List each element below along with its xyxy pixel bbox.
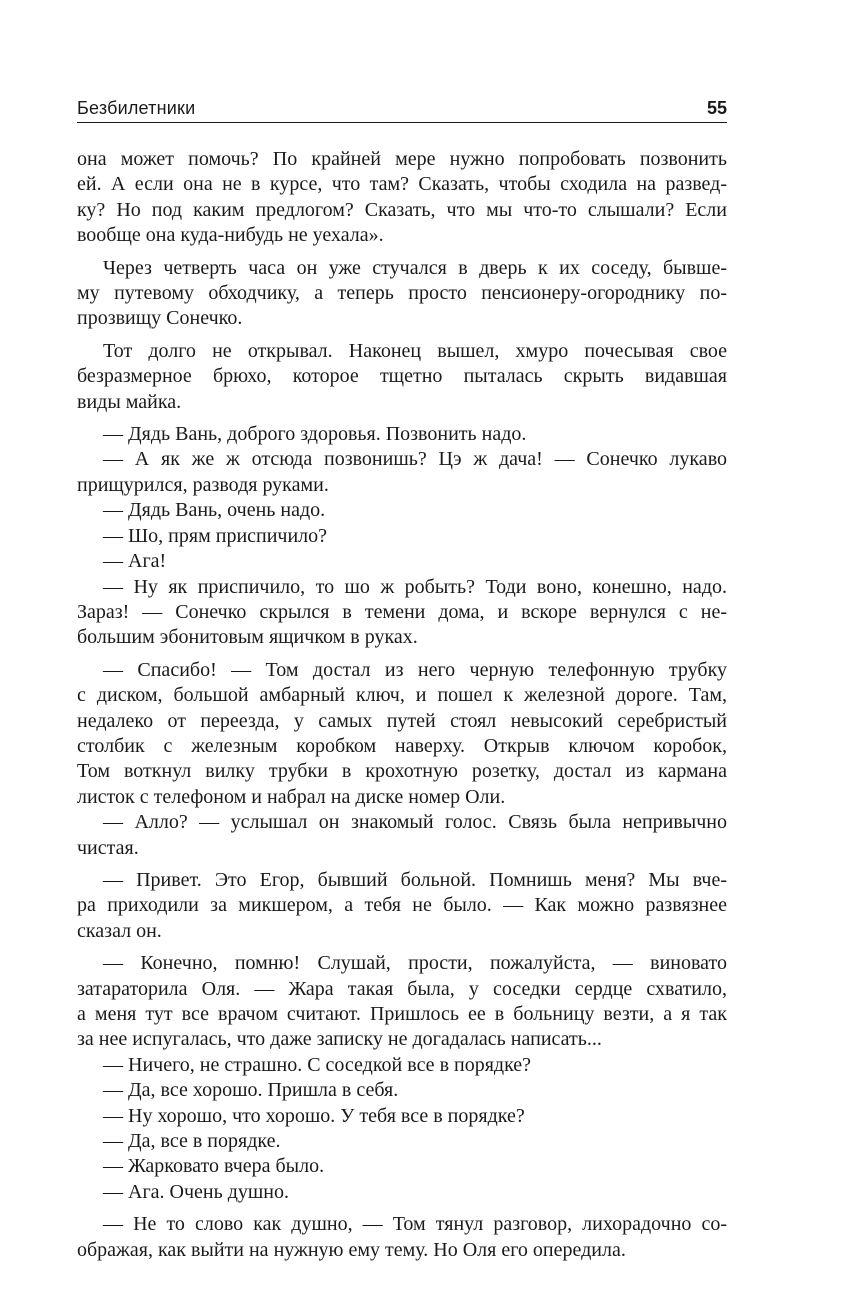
- text-line: — Ну хорошо, что хорошо. У тебя все в порядке?: [103, 1104, 525, 1127]
- paragraph: [77, 1212, 727, 1263]
- text-line: прищурился, разводя руками.: [77, 473, 329, 496]
- book-page: [77, 96, 727, 1263]
- text-line: — Дядь Вань, очень надо.: [103, 499, 326, 522]
- paragraph: [77, 524, 727, 549]
- paragraph: [77, 1129, 727, 1154]
- page-number: 55: [706, 98, 727, 118]
- paragraph: [77, 549, 727, 574]
- text-line: столбик с железным коробком наверху. Открыв ключом коробок,: [77, 734, 727, 757]
- paragraph: [77, 1154, 727, 1179]
- text-line: Том воткнул вилку трубки в крохотную розетку, достал из кармана: [77, 760, 727, 783]
- text-line: — Жарковато вчера было.: [103, 1155, 325, 1178]
- text-line: ра приходили за микшером, а тебя не было. — Как можно развязнее: [77, 894, 727, 917]
- paragraph: [77, 147, 727, 249]
- text-line: — Привет. Это Егор, бывший больной. Помнишь меня? Мы вче-: [103, 868, 727, 891]
- text-line: виды майка.: [77, 390, 182, 413]
- text-line: — А як же ж отсюда позвонишь? Цэ ж дача! — Сонечко лукаво: [103, 448, 727, 471]
- text-line: — Конечно, помню! Слушай, прости, пожалуйста, — виновато: [103, 952, 727, 975]
- paragraph: [77, 575, 727, 651]
- text-line: безразмерное брюхо, которое тщетно пыталась скрыть видавшая: [77, 365, 727, 388]
- text-line: сказал он.: [77, 919, 162, 942]
- text-line: ображая, как выйти на нужную ему тему. Но Оля его опередила.: [77, 1238, 626, 1261]
- text-line: — Ага. Очень душно.: [103, 1180, 290, 1203]
- paragraph: [77, 868, 727, 944]
- paragraph: [77, 339, 727, 415]
- text-line: чистая.: [77, 836, 139, 859]
- paragraph: [77, 1104, 727, 1129]
- text-line: вообще она куда-нибудь не уехала».: [77, 224, 384, 247]
- paragraph: [77, 1180, 727, 1205]
- text-line: прозвищу Сонечко.: [77, 307, 243, 330]
- text-line: Через четверть часа он уже стучался в дверь к их соседу, бывше-: [103, 256, 727, 279]
- text-line: — Ага!: [103, 550, 167, 573]
- text-line: затараторила Оля. — Жара такая была, у соседки сердце схватило,: [77, 977, 727, 1000]
- text-line: — Ну як приспичило, то шо ж робыть? Тоди воно, конешно, надо.: [103, 575, 727, 598]
- text-line: ку? Но под каким предлогом? Сказать, что мы что-то слышали? Если: [77, 198, 727, 221]
- text-line: — Ничего, не страшно. С соседкой все в порядке?: [103, 1053, 532, 1076]
- text-line: — Шо, прям приспичило?: [103, 524, 328, 547]
- text-line: она может помочь? По крайней мере нужно попробовать позвонить: [77, 148, 727, 170]
- paragraph: [77, 422, 727, 447]
- paragraph: [77, 951, 727, 1053]
- paragraph: [77, 658, 727, 810]
- text-line: — Да, все в порядке.: [103, 1130, 281, 1153]
- text-line: за нее испугалась, что даже записку не догадалась написать...: [77, 1028, 602, 1051]
- running-header: [77, 96, 727, 123]
- paragraph: [77, 1053, 727, 1078]
- text-line: — Не то слово как душно, — Том тянул разговор, лихорадочно со-: [103, 1213, 727, 1236]
- text-line: — Алло? — услышал он знакомый голос. Связь была непривычно: [103, 811, 727, 834]
- text-line: а меня тут все врачом считают. Пришлось ее в больницу везти, а я так: [77, 1003, 727, 1025]
- text-line: — Дядь Вань, доброго здоровья. Позвонить надо.: [103, 423, 527, 446]
- running-title: Безбилетники: [77, 98, 196, 118]
- paragraph: [77, 498, 727, 523]
- paragraph: [77, 447, 727, 498]
- text-line: ей. А если она не в курсе, что там? Сказать, чтобы сходила на развед-: [77, 173, 727, 196]
- text-line: му путевому обходчику, а теперь просто пенсионеру-огороднику по-: [77, 282, 727, 305]
- text-line: — Да, все хорошо. Пришла в себя.: [103, 1079, 399, 1102]
- paragraph: [77, 810, 727, 861]
- text-line: — Спасибо! — Том достал из него черную телефонную трубку: [103, 658, 727, 681]
- body-text: [77, 147, 727, 1263]
- text-line: с диском, большой амбарный ключ, и пошел к железной дороге. Там,: [77, 684, 727, 707]
- text-line: Зараз! — Сонечко скрылся в темени дома, и вскоре вернулся с не-: [77, 600, 727, 623]
- text-line: недалеко от переезда, у самых путей стоял невысокий серебристый: [77, 709, 727, 732]
- text-line: листок с телефоном и набрал на диске номер Оли.: [77, 785, 506, 808]
- paragraph: [77, 256, 727, 332]
- text-line: Тот долго не открывал. Наконец вышел, хмуро почесывая свое: [103, 339, 727, 362]
- text-line: большим эбонитовым ящичком в руках.: [77, 626, 418, 649]
- paragraph: [77, 1078, 727, 1103]
